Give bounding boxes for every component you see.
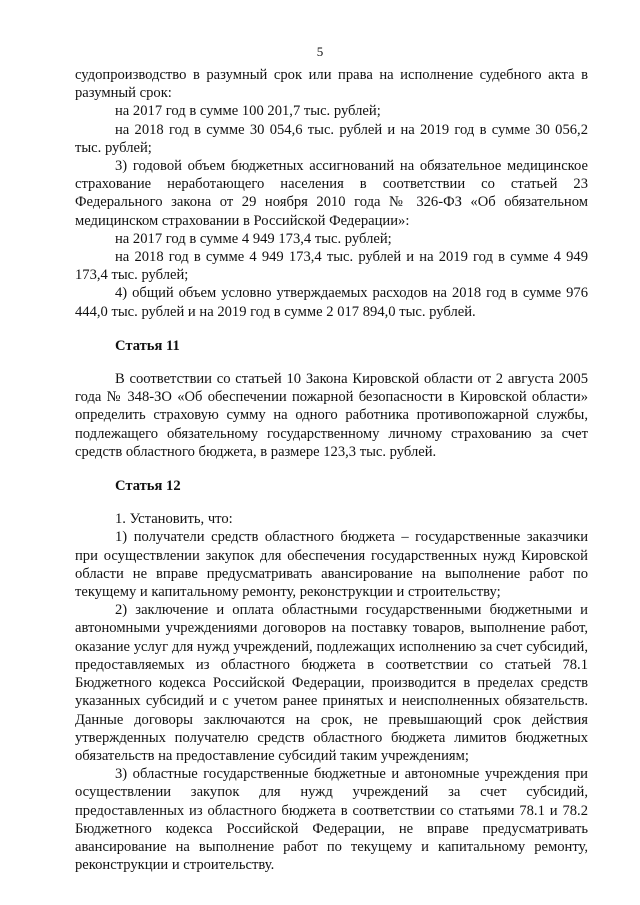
article-11-heading: Статья 11 (115, 337, 180, 354)
document-body (75, 66, 588, 874)
paragraph: на 2018 год в сумме 30 054,6 тыс. рублей и на 2019 год в сумме 30 056,2 тыс. рублей; (75, 121, 588, 156)
paragraph: судопроизводство в разумный срок или права на исполнение судебного акта в разумный срок: (75, 67, 588, 102)
article-12-heading: Статья 12 (115, 478, 181, 495)
paragraph: 2) заключение и оплата областными государственными бюджетными и автономными учреждениями договоров на поставку товаров, выполнение работ, оказание услуг для нужд учреждений, подлежащих исполнению за счет субсидий, предоставляемых из областного бюджета в соответствии со статьей 78.1 Бюджетного кодекса Российской Федерации, производится в пределах средств указанных субсидий и с учетом ранее принятых и неисполненных обязательств. Данные договоры заключаются на срок, не превышающий срок действия утвержденных получателю средств областного бюджета лимитов бюджетных обязательств на предоставление субсидий таким учреждениям; (75, 602, 588, 764)
page-number: 5 (316, 44, 324, 59)
paragraph: на 2017 год в сумме 4 949 173,4 тыс. рублей; (115, 230, 392, 247)
paragraph: 3) областные государственные бюджетные и автономные учреждения при осуществлении закупок для нужд учреждений за счет субсидий, предоставленных из областного бюджета в соответствии со статьями 78.1 и 78.2 Бюджетного кодекса Российской Федерации, не вправе предусматривать авансирование на выполнение работ по текущему и капитальному ремонту, реконструкции и строительству. (75, 766, 588, 874)
paragraph: 1. Установить, что: (115, 511, 233, 528)
paragraph: на 2018 год в сумме 4 949 173,4 тыс. рублей и на 2019 год в сумме 4 949 173,4 тыс. рублей; (75, 249, 588, 284)
paragraph: 4) общий объем условно утверждаемых расходов на 2018 год в сумме 976 444,0 тыс. рублей и на 2019 год в сумме 2 017 894,0 тыс. рублей. (75, 285, 588, 320)
paragraph: на 2017 год в сумме 100 201,7 тыс. рублей; (115, 103, 381, 120)
article-11-text: В соответствии со статьей 10 Закона Кировской области от 2 августа 2005 года № 348-ЗО «Об обеспечении пожарной безопасности в Кировской области» определить страховую сумму на одного работника противопожарной службы, подлежащего обязательному государственному личному страхованию за счет средств областного бюджета, в размере 123,3 тыс. рублей. (75, 371, 588, 460)
paragraph: 3) годовой объем бюджетных ассигнований на обязательное медицинское страхование неработающего населения в соответствии со статьей 23 Федерального закона от 29 ноября 2010 года № 326-ФЗ «Об обязательном медицинском страховании в Российской Федерации»: (75, 158, 588, 229)
paragraph: 1) получатели средств областного бюджета – государственные заказчики при осуществлении закупок для обеспечения государственных нужд Кировской области не вправе предусматривать авансирование на выполнение работ по текущему и капитальному ремонту, реконструкции и строительству; (75, 529, 588, 601)
